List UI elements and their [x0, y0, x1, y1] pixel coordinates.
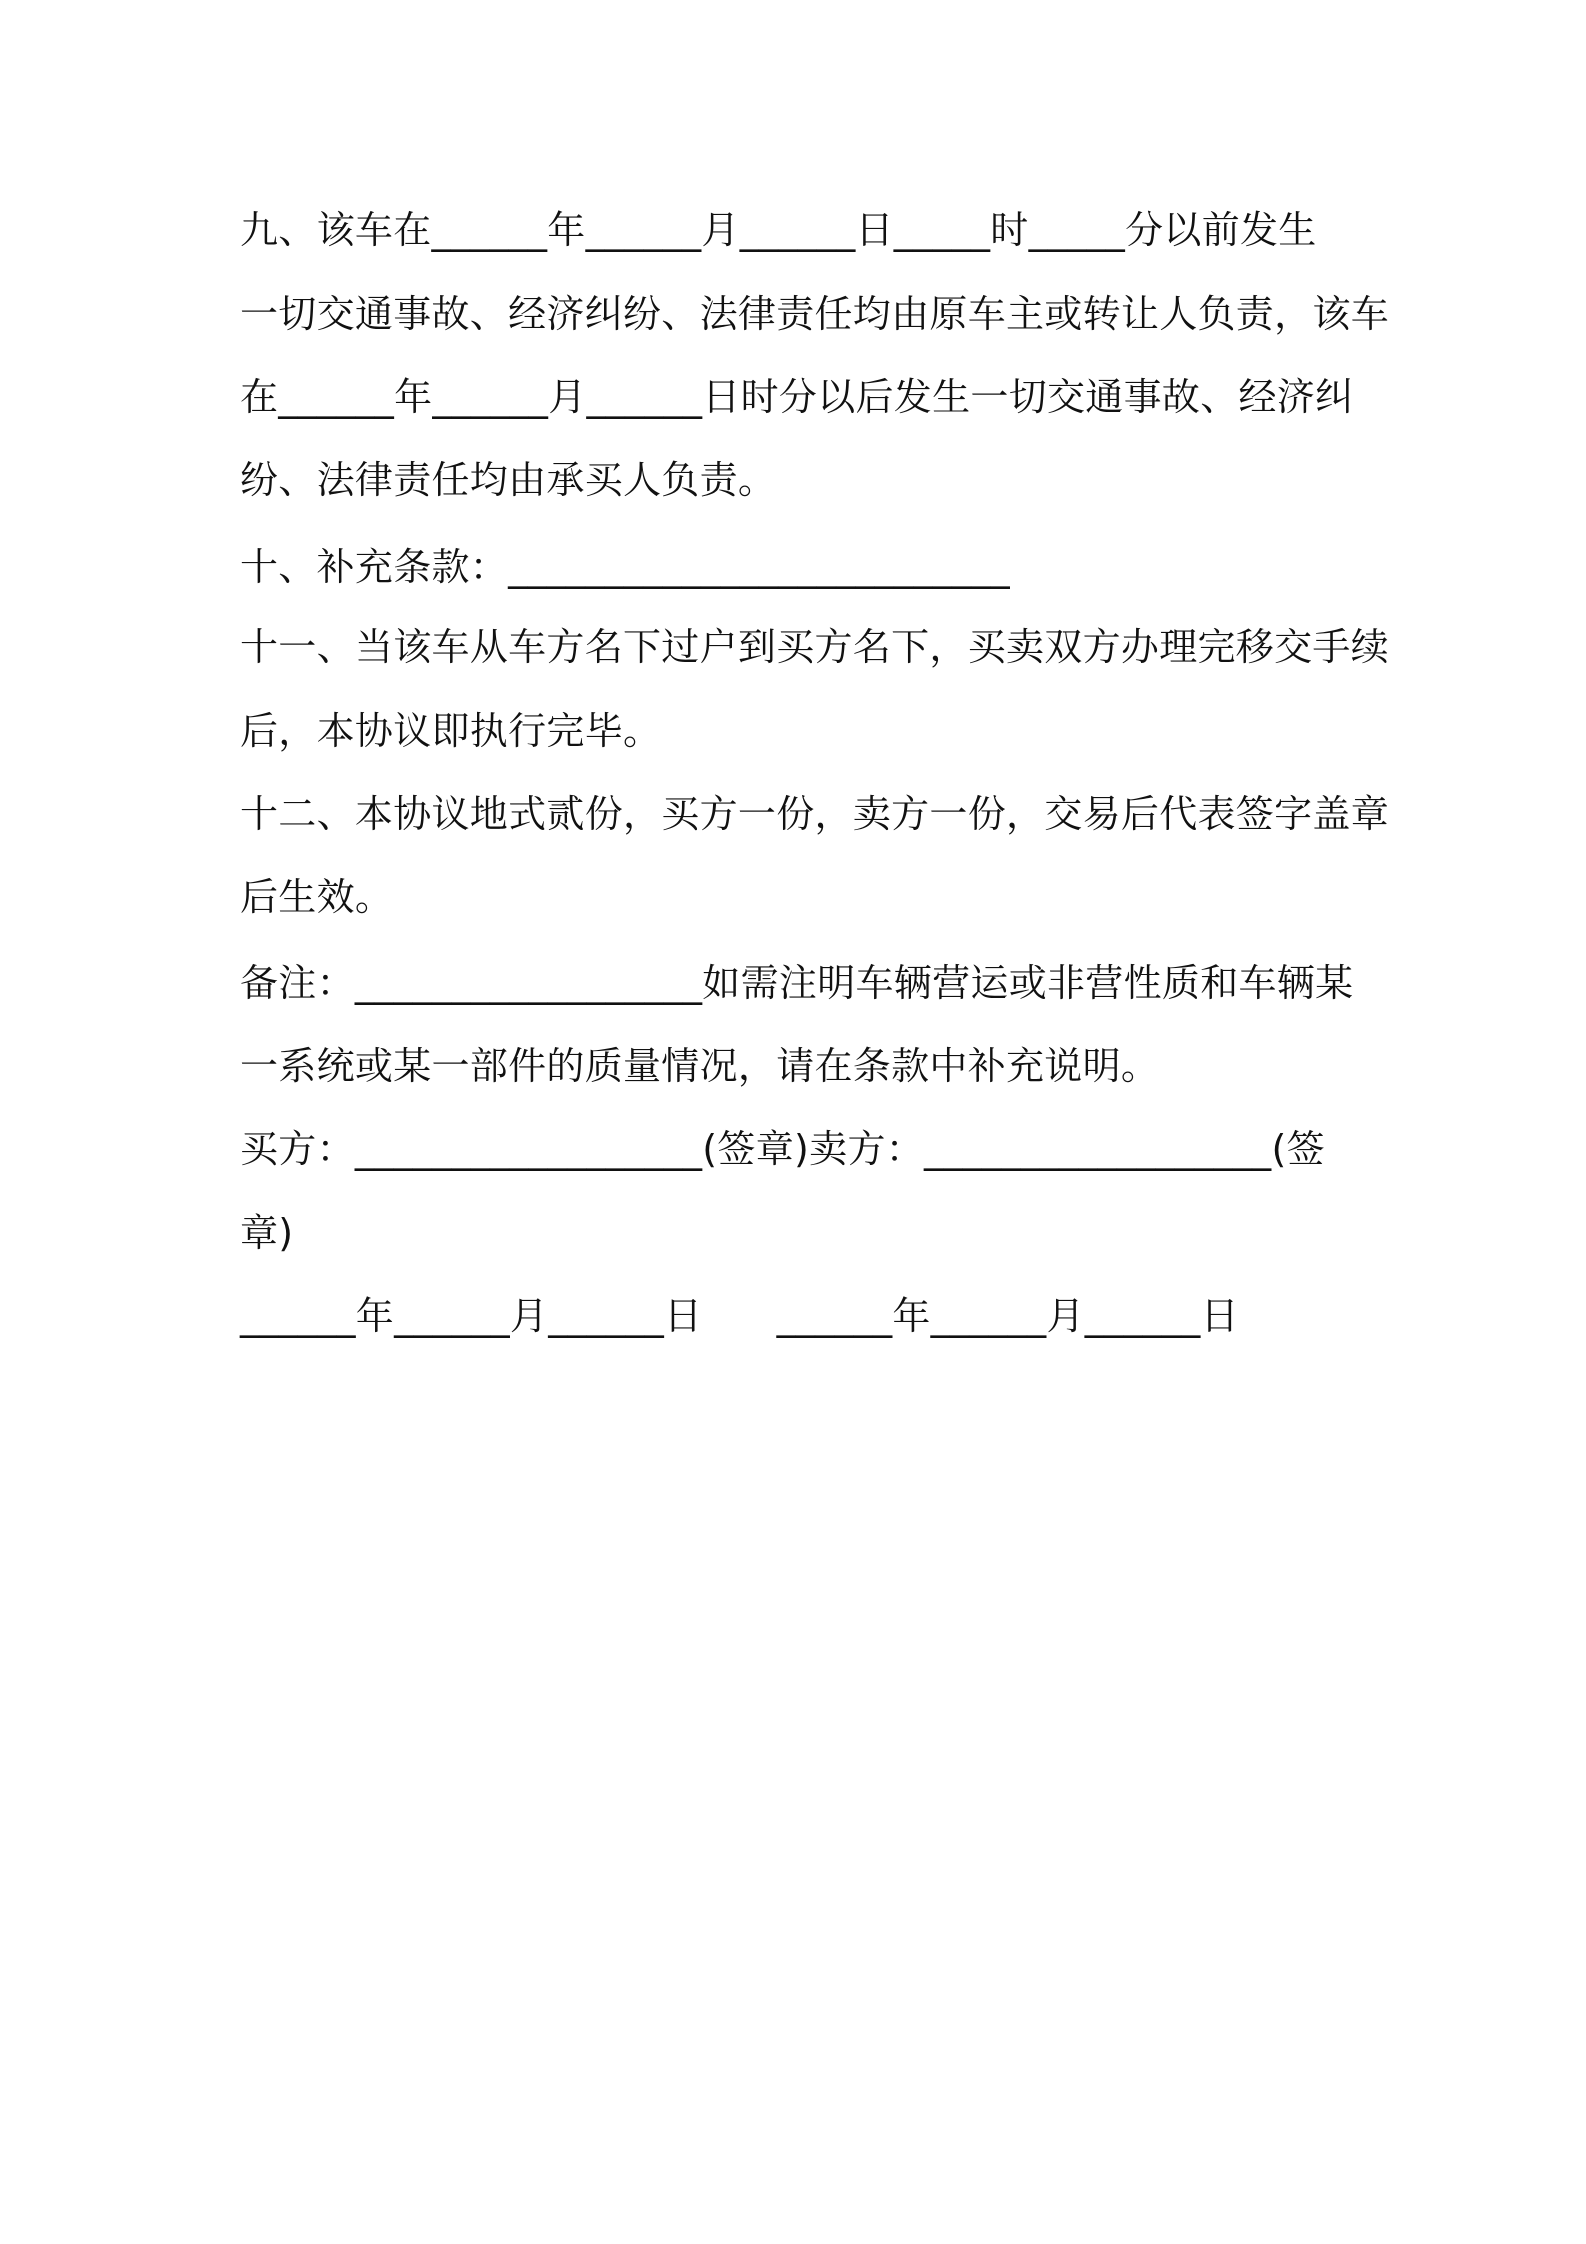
clause-9-line-4: 纷、法律责任均由承买人负责。 [240, 458, 777, 502]
clause-12-line-2: 后生效。 [240, 875, 394, 919]
clause-9-line-1: 九、该车在______年______月______日_____时_____分以前发生 [240, 208, 1317, 252]
remarks-line-1: 备注：__________________如需注明车辆营运或非营性质和车辆某 [240, 961, 1354, 1005]
remarks-line-2: 一系统或某一部件的质量情况，请在条款中补充说明。 [240, 1044, 1160, 1088]
signature-line-2: 章) [240, 1211, 294, 1255]
clause-12-line-1: 十二、本协议地式贰份，买方一份，卖方一份，交易后代表签字盖章 [240, 792, 1390, 836]
clause-11-line-1: 十一、当该车从车方名下过户到买方名下，买卖双方办理完移交手续 [240, 625, 1390, 669]
clause-11-line-2: 后，本协议即执行完毕。 [240, 709, 662, 753]
clause-9-line-2: 一切交通事故、经济纠纷、法律责任均由原车主或转让人负责，该车 [240, 292, 1390, 336]
clause-9-line-3: 在______年______月______日时分以后发生一切交通事故、经济纠 [240, 375, 1354, 419]
signature-line-1: 买方：__________________(签章)卖方：__________________(签 [240, 1127, 1325, 1171]
clause-10-line-1: 十、补充条款：__________________________ [240, 545, 1010, 589]
date-line: ______年______月______日 ______年______月______日 [240, 1294, 1239, 1338]
